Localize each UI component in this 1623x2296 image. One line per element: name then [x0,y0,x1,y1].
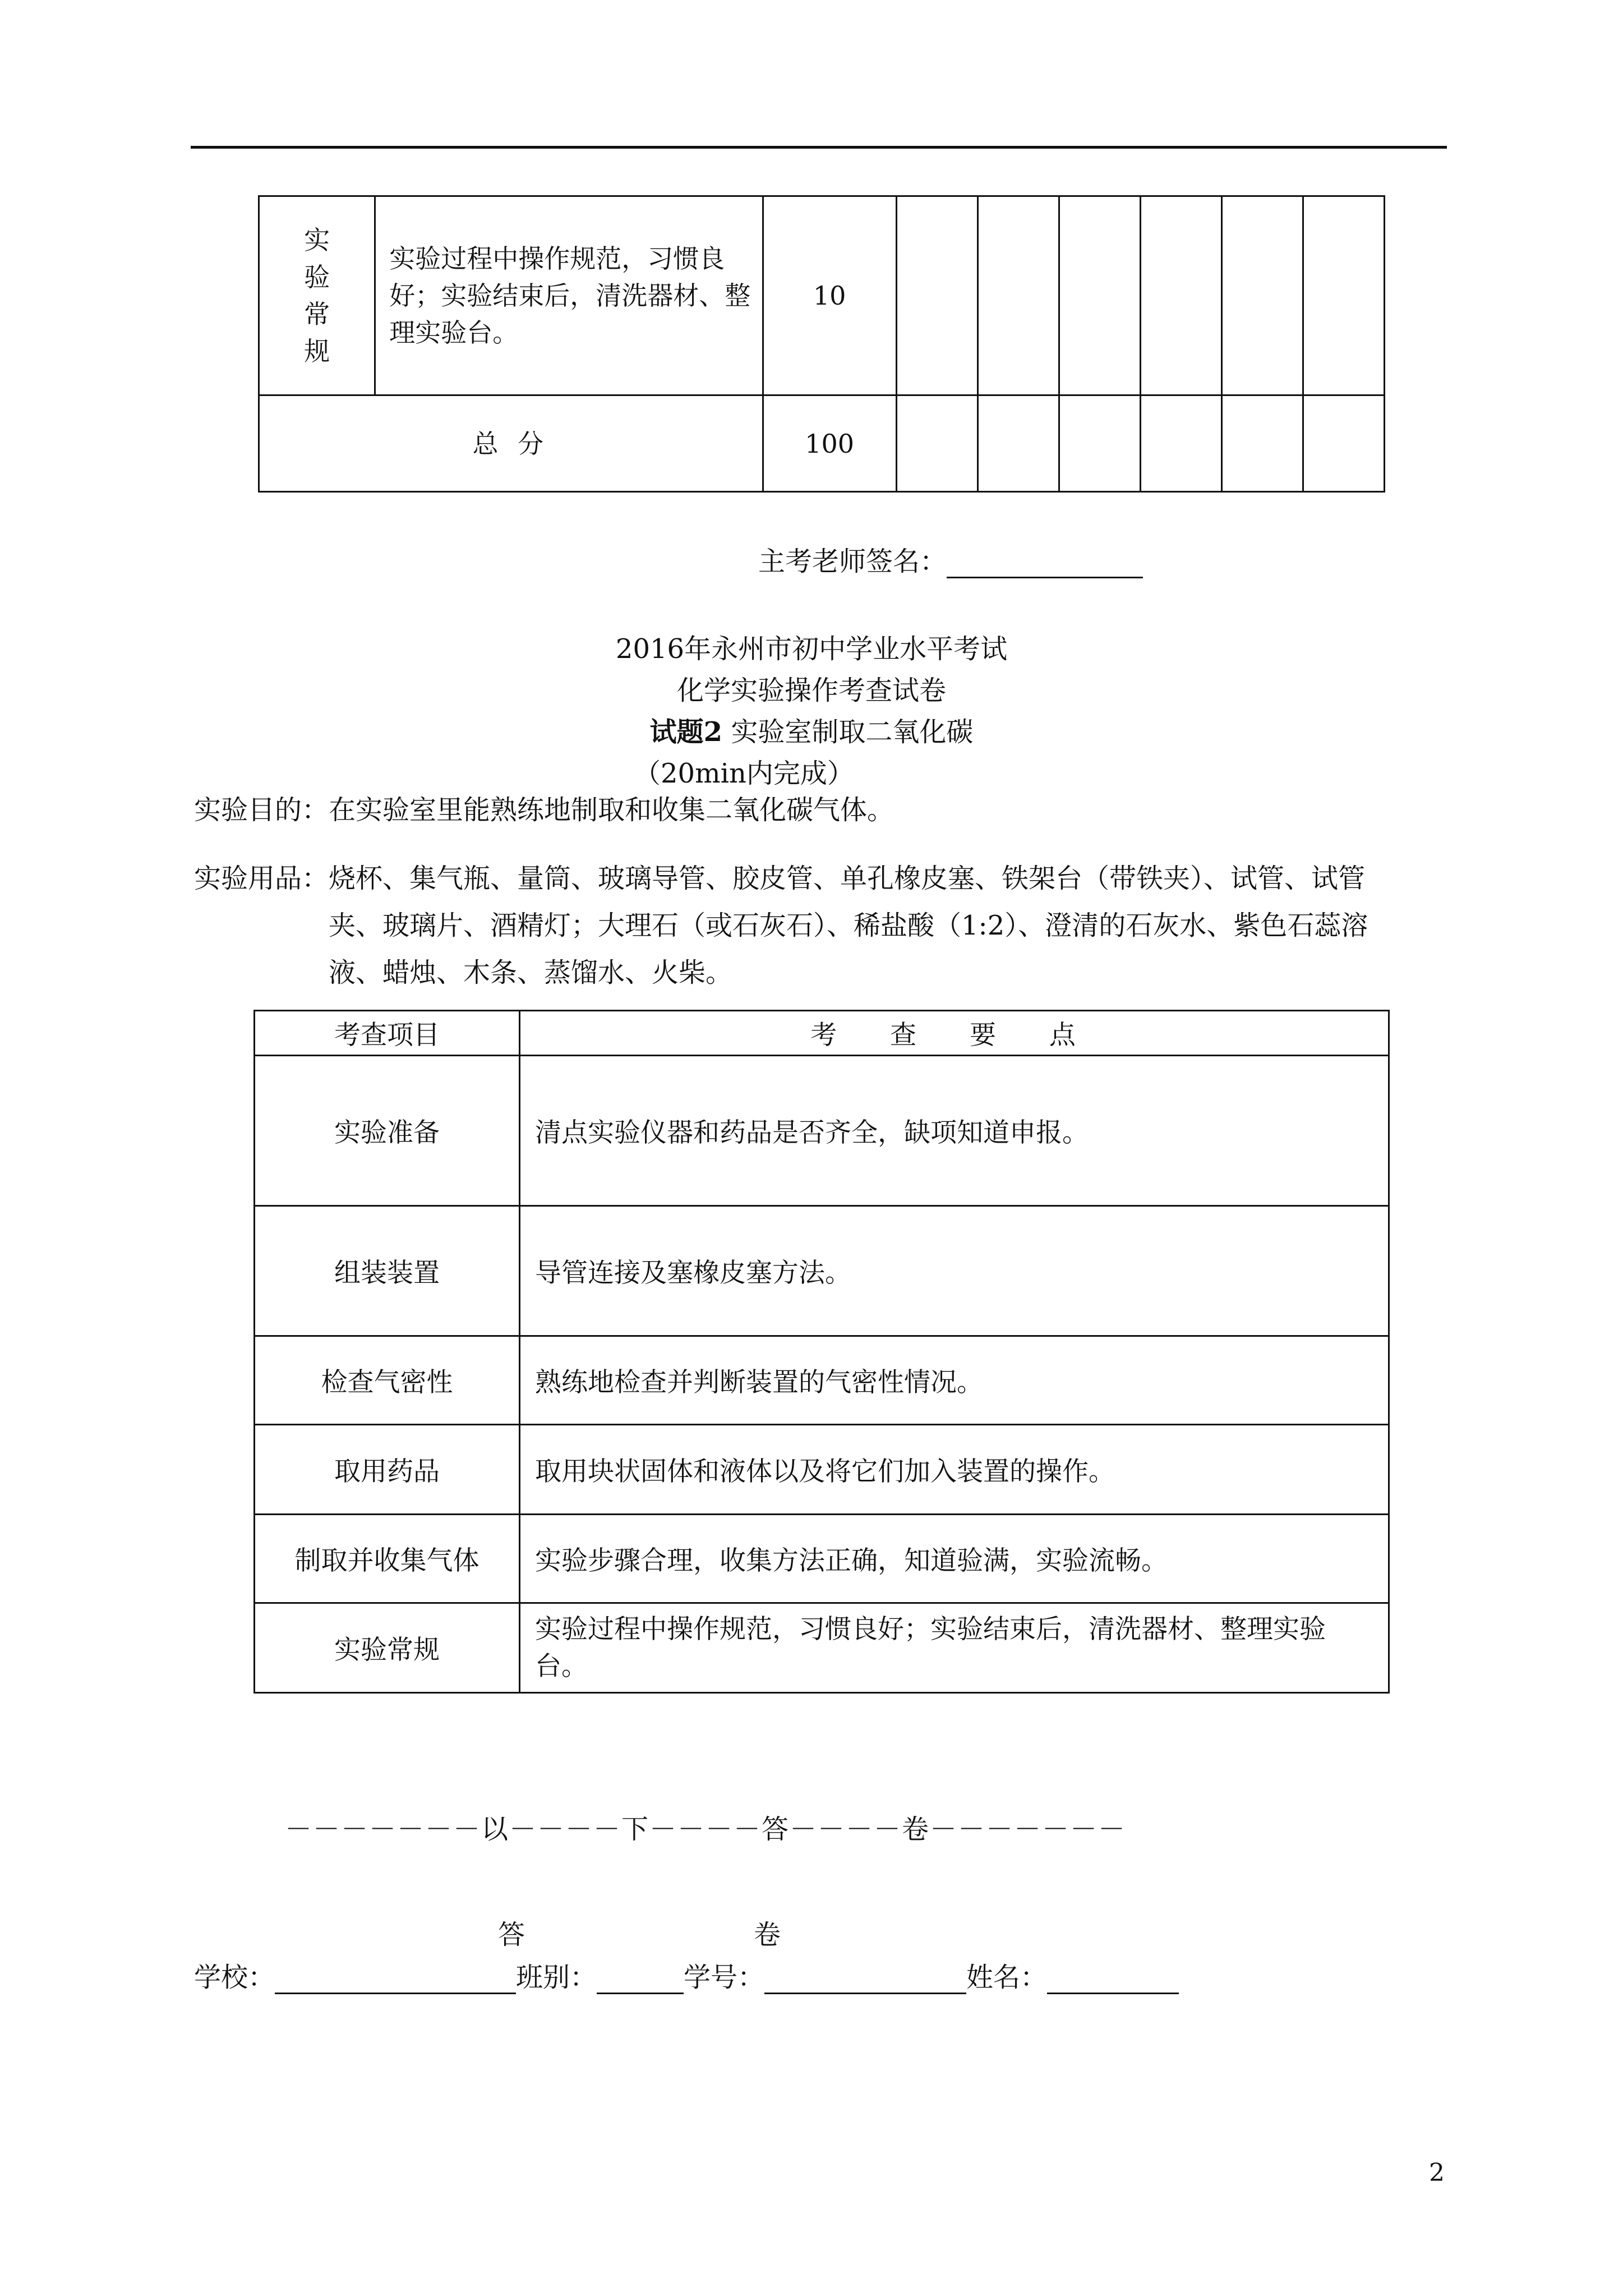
purpose: 实验目的：在实验室里能熟练地制取和收集二氧化碳气体。 [194,794,895,826]
blank-cell[interactable] [978,196,1059,395]
header-item: 考查项目 [255,1011,520,1056]
blank-cell[interactable] [1303,395,1384,492]
header-rule [191,146,1447,149]
blank-cell[interactable] [1140,196,1221,395]
exam-subtitle: 化学实验操作考查试卷 [676,675,946,706]
blank-cell[interactable] [1059,196,1140,395]
table-header-row [255,1011,1389,1056]
blank-cell[interactable] [1059,395,1140,492]
table-row: 组装装置 导管连接及塞橡皮塞方法。 [255,1206,1389,1336]
total-label: 总 分 [259,395,763,492]
table-row: 制取并收集气体 实验步骤合理，收集方法正确，知道验满，实验流畅。 [255,1515,1389,1603]
total-score: 100 [763,395,896,492]
total-row [259,395,1385,492]
blank-cell[interactable] [1221,196,1303,395]
student-number-field[interactable] [764,1968,966,1994]
blank-cell[interactable] [978,395,1059,492]
score-cell: 10 [763,196,896,395]
class-field[interactable] [597,1968,684,1994]
student-info: 学校： 班别： 学号： 姓名： [194,1955,1179,1994]
page-number: 2 [1429,2159,1445,2187]
table-row: 取用药品 取用块状固体和液体以及将它们加入装置的操作。 [255,1425,1389,1515]
question-title: 试题2 实验室制取二氧化碳 [649,716,974,748]
examiner-signature: 主考老师签名： [758,540,1143,578]
assessment-table [253,1010,1390,1694]
signature-blank[interactable] [947,552,1143,578]
blank-cell[interactable] [1303,196,1384,395]
table-row: 实验准备 清点实验仪器和药品是否齐全，缺项知道申报。 [255,1056,1389,1206]
description-cell: 实验过程中操作规范，习惯良好；实验结束后，清洗器材、整理实验台。 [375,196,763,395]
time-limit: （20min内完成） [634,758,854,789]
blank-cell[interactable] [896,196,978,395]
category-cell: 实验常规 [259,196,375,395]
header-points: 考 查 要 点 [520,1011,1389,1056]
answer-divider: －－－－－－－以－－－－下－－－－答－－－－卷－－－－－－－ [285,1814,1127,1845]
blank-cell[interactable] [1140,395,1221,492]
score-table [258,195,1385,493]
table-row: 实验常规 实验过程中操作规范，习惯良好；实验结束后，清洗器材、整理实验台。 [255,1603,1389,1693]
exam-title: 2016年永州市初中学业水平考试 [615,633,1008,665]
table-row: 检查气密性 熟练地检查并判断装置的气密性情况。 [255,1336,1389,1425]
blank-cell[interactable] [896,395,978,492]
answer-title-right: 卷 [754,1919,781,1950]
table-row [259,196,1385,395]
name-field[interactable] [1047,1968,1179,1994]
answer-title-left: 答 [498,1919,525,1950]
school-field[interactable] [275,1968,516,1994]
blank-cell[interactable] [1221,395,1303,492]
supplies: 实验用品：烧杯、集气瓶、量筒、玻璃导管、胶皮管、单孔橡皮塞、铁架台（带铁夹）、试管、试管 夹、玻璃片、酒精灯；大理石（或石灰石）、稀盐酸（1:2）、澄清的石灰水、紫色石蕊溶 液、蜡烛、木条、蒸馏水、火柴。 [194,863,1368,988]
